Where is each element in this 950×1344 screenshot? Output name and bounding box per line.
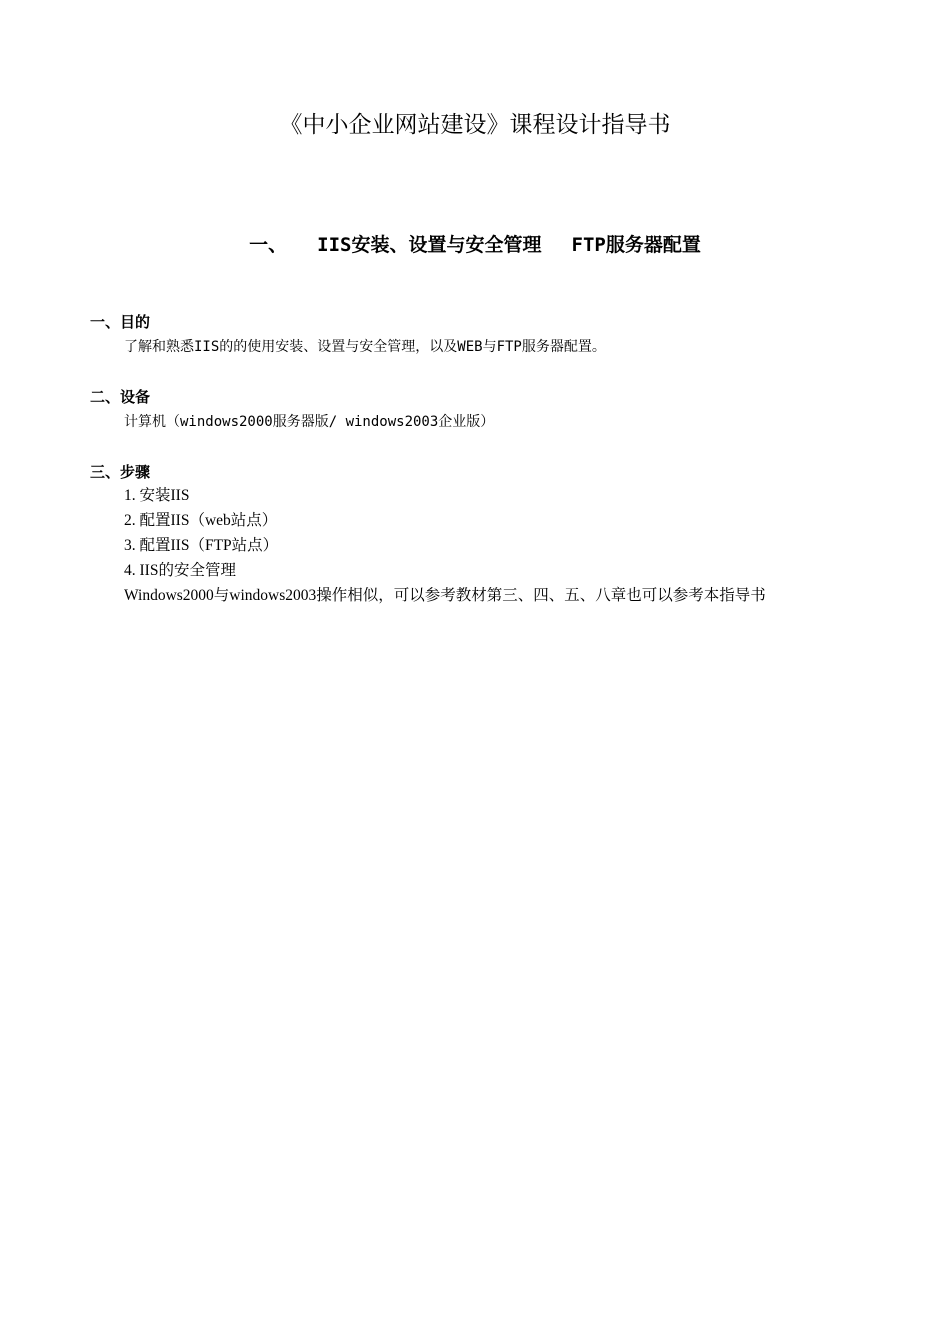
chapter-title — [0, 230, 950, 260]
step-item: 3. 配置IIS（FTP站点） — [124, 537, 279, 554]
purpose-text: 了解和熟悉IIS的的使用安装、设置与安全管理，以及WEB与FTP服务器配置。 — [124, 339, 606, 355]
chapter-title-part-2: FTP服务器配置 — [571, 234, 701, 256]
step-item: 2. 配置IIS（web站点） — [124, 512, 278, 529]
step-item: 1. 安装IIS — [124, 487, 190, 504]
equipment-text: 计算机（windows2000服务器版/ windows2003企业版） — [124, 414, 495, 430]
step-item: 4. IIS的安全管理 — [124, 562, 236, 579]
section-heading-purpose: 一、目的 — [90, 313, 151, 331]
section-heading-equipment: 二、设备 — [90, 388, 151, 406]
section-heading-steps: 三、步骤 — [90, 463, 151, 481]
chapter-title-part-1: IIS安装、设置与安全管理 — [317, 234, 542, 256]
chapter-number: 一、 — [249, 234, 288, 256]
document-title: 《中小企业网站建设》课程设计指导书 — [279, 112, 671, 138]
steps-note: Windows2000与windows2003操作相似，可以参考教材第三、四、五、八章也可以参考本指导书 — [124, 587, 766, 604]
